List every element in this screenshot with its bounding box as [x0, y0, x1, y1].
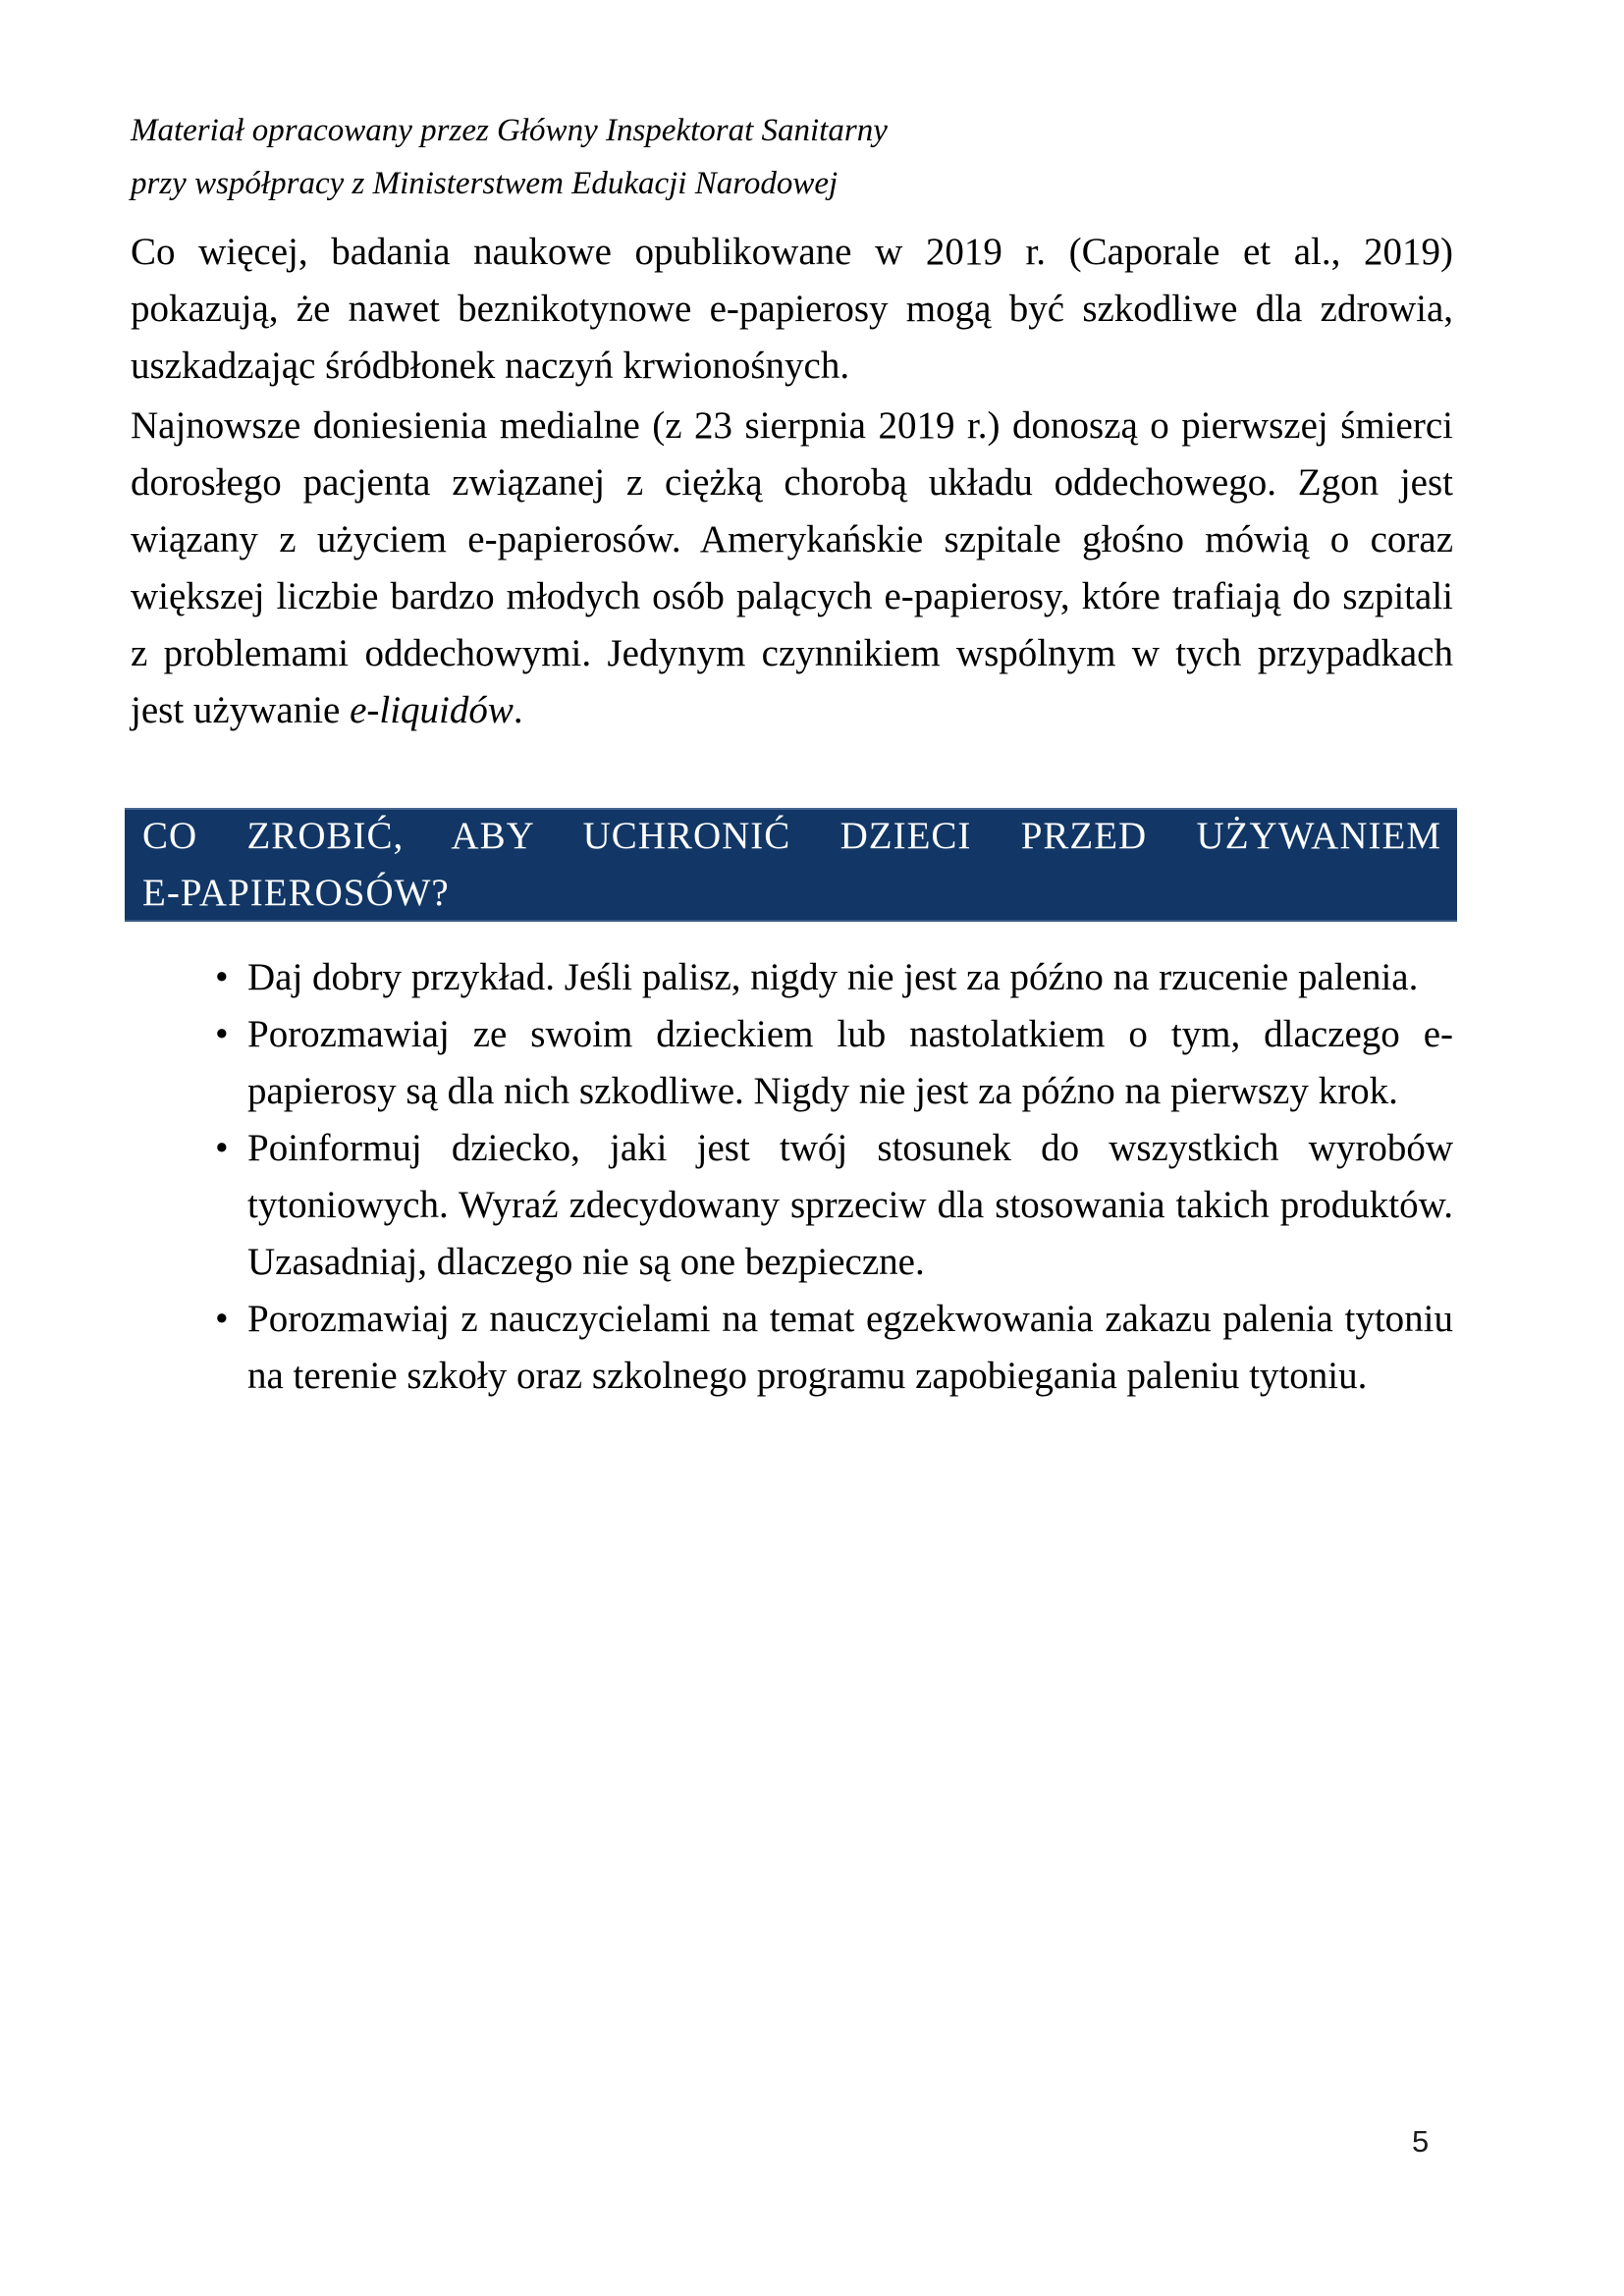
- bullet-dot-icon: •: [215, 1013, 229, 1055]
- paragraph-2-italic-term: e-liquidów: [350, 689, 514, 731]
- paragraph-2-tail: .: [513, 689, 523, 731]
- bullet-item-2-text: Porozmawiaj ze swoim dzieckiem lub nastolatkiem o tym, dlaczego e-papierosy są dla nich szkodliwe. Nigdy nie jest za późno na pierwszy krok.: [247, 1013, 1453, 1112]
- bullet-dot-icon: •: [215, 956, 229, 998]
- document-header: [131, 104, 1453, 210]
- bullet-dot-icon: •: [215, 1127, 229, 1169]
- paragraph-1: Co więcej, badania naukowe opublikowane w 2019 r. (Caporale et al., 2019) pokazują, że nawet beznikotynowe e-papierosy mogą być szkodliwe dla zdrowia, uszkadzając śródbłonek naczyń krwionośnych.: [131, 231, 1453, 387]
- section-heading-line-1: CO ZROBIĆ, ABY UCHRONIĆ DZIECI PRZED UŻYWANIEM: [142, 815, 1441, 857]
- bullet-item-1-text: Daj dobry przykład. Jeśli palisz, nigdy nie jest za późno na rzucenie palenia.: [247, 956, 1419, 998]
- section-heading-line-2: E-PAPIEROSÓW?: [142, 872, 450, 914]
- paragraph-2-text: Najnowsze doniesienia medialne (z 23 sierpnia 2019 r.) donoszą o pierwszej śmierci dorosłego pacjenta związanej z ciężką chorobą układu oddechowego. Zgon jest wiązany z użyciem e-papierosów. Amerykańskie szpitale głośno mówią o coraz większej liczbie bardzo młodych osób palących e-papierosy, które trafiają do szpitali z problemami oddechowymi. Jedynym czynnikiem wspólnym w tych przypadkach jest używanie: [131, 404, 1453, 731]
- bullet-item-4-text: Porozmawiaj z nauczycielami na temat egzekwowania zakazu palenia tytoniu na terenie szkoły oraz szkolnego programu zapobiegania paleniu tytoniu.: [247, 1298, 1453, 1397]
- bullet-item-1: [131, 949, 1453, 1006]
- section-heading-box: [125, 808, 1457, 922]
- header-line-2: przy współpracy z Ministerstwem Edukacji Narodowej: [131, 166, 839, 201]
- page-number: 5: [1412, 2124, 1430, 2159]
- header-line-1: Materiał opracowany przez Główny Inspektorat Sanitarny: [131, 113, 888, 148]
- bullet-dot-icon: •: [215, 1298, 229, 1340]
- bullet-list: [131, 949, 1453, 1405]
- paragraph-2: [131, 398, 1453, 739]
- bullet-item-3-text: Poinformuj dziecko, jaki jest twój stosunek do wszystkich wyrobów tytoniowych. Wyraź zdecydowany sprzeciw dla stosowania takich produktów. Uzasadniaj, dlaczego nie są one bezpieczne.: [247, 1127, 1453, 1283]
- page-content: [131, 0, 1453, 1405]
- bullet-item-3: [131, 1120, 1453, 1291]
- bullet-item-4: [131, 1291, 1453, 1405]
- bullet-item-2: [131, 1006, 1453, 1120]
